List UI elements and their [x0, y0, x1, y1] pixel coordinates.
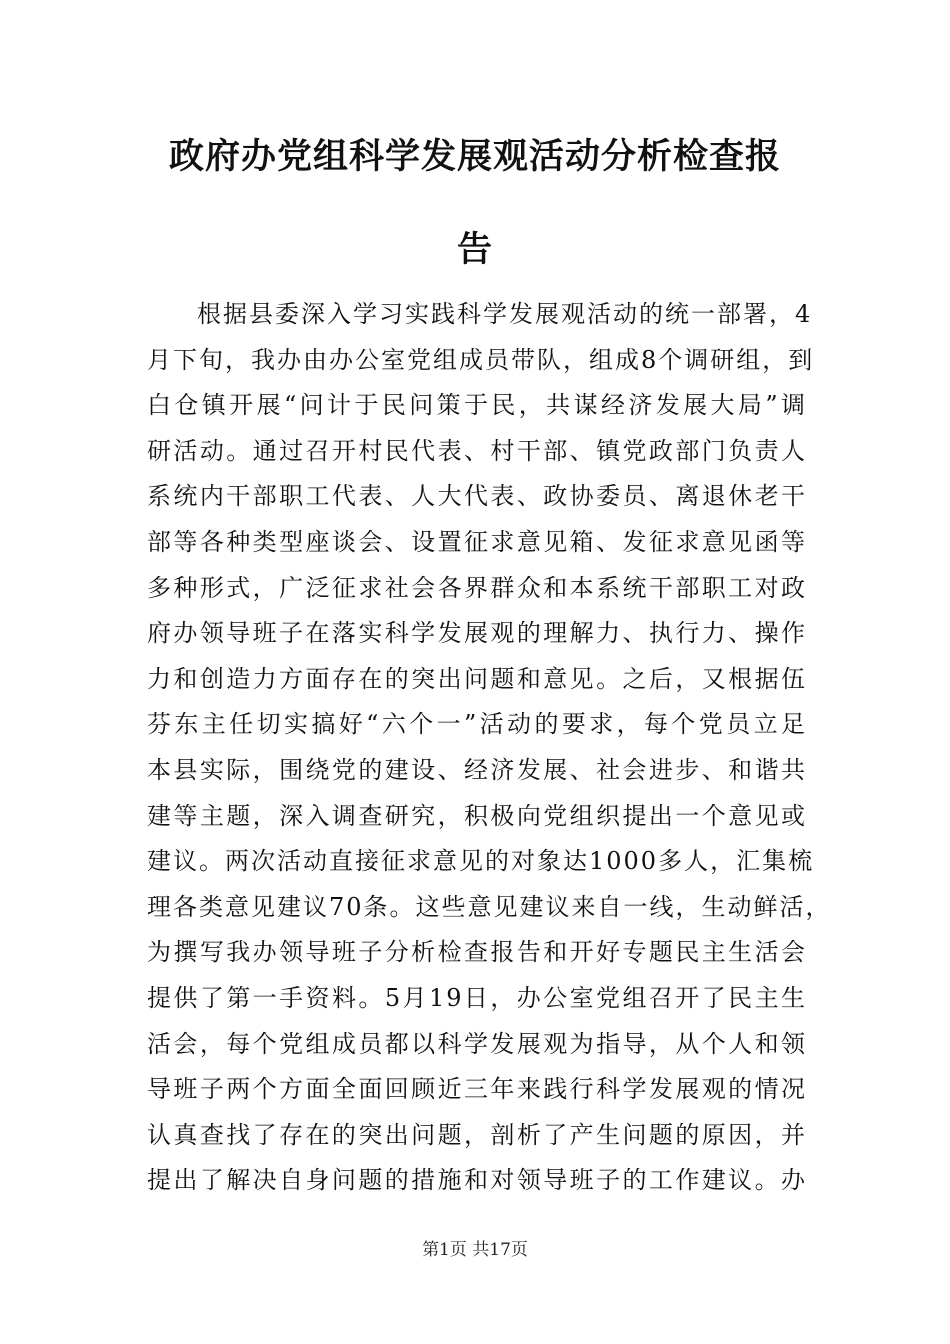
body-line: 府办领导班子在落实科学发展观的理解力、执行力、操作: [147, 619, 807, 648]
body-line: 系统内干部职工代表、人大代表、政协委员、离退休老干: [147, 482, 807, 511]
body-line: 多种形式，广泛征求社会各界群众和本系统干部职工对政: [147, 573, 807, 602]
body-line: 本县实际，围绕党的建设、经济发展、社会进步、和谐共: [147, 755, 807, 784]
body-line: 理各类意见建议70条。这些意见建议来自一线，生动鲜活，: [147, 892, 832, 921]
body-line: 提供了第一手资料。5月19日，办公室党组召开了民主生: [147, 983, 807, 1012]
body-line: 白仓镇开展“问计于民问策于民，共谋经济发展大局”调: [147, 391, 807, 420]
body-line: 部等各种类型座谈会、设置征求意见箱、发征求意见函等: [147, 527, 807, 556]
page-footer: 第1页 共17页: [422, 1240, 528, 1260]
document-title-line-2: 告: [456, 229, 493, 270]
body-line: 提出了解决自身问题的措施和对领导班子的工作建议。办: [147, 1166, 807, 1195]
body-line: 建等主题，深入调查研究，积极向党组织提出一个意见或: [147, 801, 807, 830]
body-line: 认真查找了存在的突出问题，剖析了产生问题的原因，并: [147, 1120, 807, 1149]
body-line: 活会，每个党组成员都以科学发展观为指导，从个人和领: [147, 1029, 807, 1058]
body-line: 月下旬，我办由办公室党组成员带队，组成8个调研组，到: [147, 345, 815, 374]
body-line: 根据县委深入学习实践科学发展观活动的统一部署，4: [197, 300, 813, 328]
body-line: 力和创造力方面存在的突出问题和意见。之后，又根据伍: [147, 664, 807, 693]
body-line: 为撰写我办领导班子分析检查报告和开好专题民主生活会: [147, 938, 807, 967]
document-title-line-1: 政府办党组科学发展观活动分析检查报: [168, 136, 781, 177]
body-line: 芬东主任切实搞好“六个一”活动的要求，每个党员立足: [147, 710, 807, 739]
body-line: 建议。两次活动直接征求意见的对象达1000多人，汇集梳: [147, 847, 815, 876]
body-text: [147, 292, 832, 1204]
body-line: 导班子两个方面全面回顾近三年来践行科学发展观的情况: [147, 1075, 807, 1104]
body-line: 研活动。通过召开村民代表、村干部、镇党政部门负责人: [147, 436, 807, 465]
